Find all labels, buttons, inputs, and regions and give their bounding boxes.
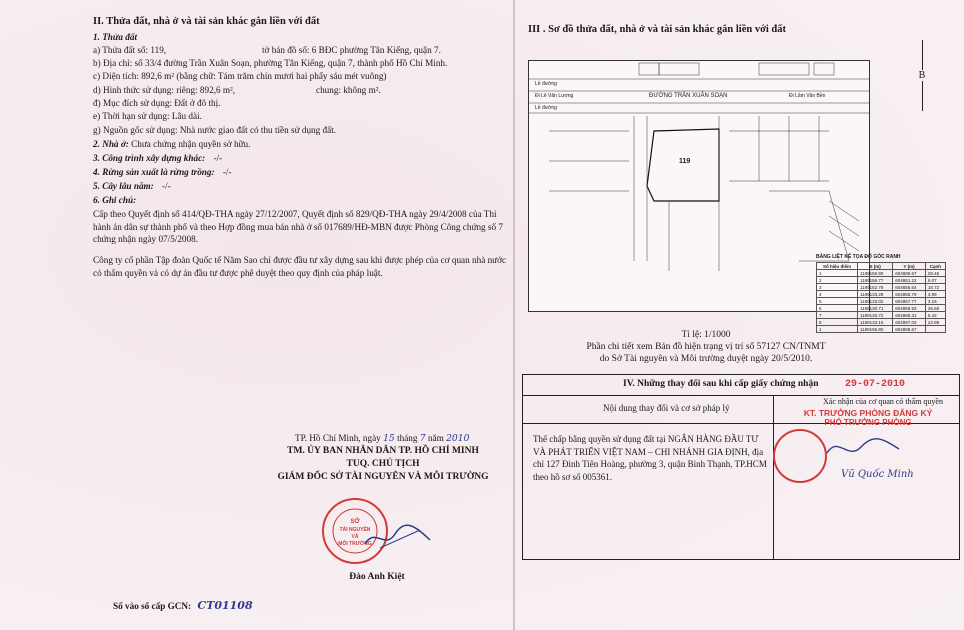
- date-day: 15: [383, 433, 395, 444]
- north-label: B: [918, 70, 926, 81]
- coord-table-cell: 604887.03: [893, 319, 926, 326]
- coord-table-cell: 1189133.15: [857, 319, 892, 326]
- coord-table-title: BẢNG LIỆT KÊ TỌA ĐỘ GÓC RANH: [816, 254, 901, 260]
- coord-table-cell: 3.99: [925, 291, 945, 298]
- line-a1: a) Thửa đất số: 119,: [93, 45, 167, 55]
- coord-table-cell: 1189133.02: [857, 298, 892, 305]
- north-arrow-icon: [922, 40, 923, 70]
- line-g: g) Nguồn gốc sử dụng: Nhà nước giao đất có thu tiền sử dụng đất.: [93, 125, 337, 135]
- coord-table-cell: 1189126.72: [857, 312, 892, 319]
- changes-col1-header: Nội dung thay đổi và cơ sở pháp lý: [603, 403, 730, 413]
- coord-table-cell: 604855.79: [893, 291, 926, 298]
- coord-table-cell: 604859.93: [893, 305, 926, 312]
- coord-col-point: Số hiệu điểm: [817, 263, 858, 270]
- svg-text:TÀI NGUYÊN: TÀI NGUYÊN: [339, 527, 371, 533]
- changes-box: [522, 374, 960, 560]
- coord-table-cell: 3.16: [925, 298, 945, 305]
- map-scale: Tỉ lệ: 1/1000: [681, 330, 731, 340]
- coord-table-cell: 1: [817, 270, 858, 277]
- change-seal-icon: [773, 429, 827, 483]
- note-paragraph-1: Cấp theo Quyết định số 414/QĐ-THA ngày 27/12/2007, Quyết định số 829/QĐ-THA ngày 29/4/2008 của Thi hành án dân sự thành phố và theo Hợp đồng mua bán nhà ở số 017689/HĐ-MBN được Phòng Công chứng số 7 chứng nhận ngày 07/5/2008.: [93, 209, 503, 244]
- coord-table-row: [817, 305, 946, 312]
- coord-table-cell: 604856.64: [893, 284, 926, 291]
- coord-table-row: [817, 319, 946, 326]
- coord-table-cell: 604861.22: [893, 277, 926, 284]
- cong-trinh-label: 3. Công trình xây dựng khác:: [93, 153, 206, 163]
- date-month-label: tháng: [397, 433, 418, 443]
- map-note-2: do Sở Tài nguyên và Môi trường duyệt ngày 20/5/2010.: [599, 354, 813, 364]
- coord-table-row: [817, 312, 946, 319]
- coord-table-body: [817, 270, 946, 333]
- line-b: b) Địa chỉ: số 33/4 đường Trần Xuân Soạn, phường Tân Kiểng, quận 7, thành phố Hồ Chí Minh.: [93, 58, 448, 68]
- svg-text:SỞ: SỞ: [350, 519, 360, 525]
- note-paragraph-2: Công ty cổ phần Tập đoàn Quốc tế Năm Sao chỉ được đầu tư xây dựng sau khi được phép của cơ quan nhà nước có thẩm quyền và có dự án đầu tư được phê duyệt theo quy định của pháp luật.: [93, 255, 507, 278]
- rung-value: -/-: [222, 167, 232, 177]
- line-a2: tờ bản đồ số: 6 BĐC phường Tân Kiểng, quận 7.: [262, 45, 441, 55]
- section-iii-title: III . Sơ đồ thửa đất, nhà ở và tài sản khác gắn liền với đất: [528, 24, 787, 35]
- date-month: 7: [419, 433, 426, 444]
- line-dd: đ) Mục đích sử dụng: Đất ở đô thị.: [93, 98, 221, 108]
- coord-table-header: [817, 263, 946, 270]
- coord-col-x: X (m): [857, 263, 892, 270]
- nha-o-value: Chưa chứng nhận quyền sở hữu.: [131, 139, 251, 149]
- coord-table-cell: 23.98: [925, 319, 945, 326]
- nha-o-label: 2. Nhà ở:: [93, 139, 129, 149]
- right-panel: [516, 0, 964, 630]
- coord-table-cell: 6.07: [925, 277, 945, 284]
- street-name: ĐƯỜNG TRẦN XUÂN SOẠN: [649, 93, 728, 99]
- coord-table-cell: 4: [817, 291, 858, 298]
- line-d2: chung: không m².: [316, 85, 381, 95]
- cay-value: -/-: [162, 181, 171, 191]
- change-stamp-date: 29-07-2010: [845, 379, 906, 390]
- coord-table-cell: 3: [817, 284, 858, 291]
- coord-table-cell: 28.45: [925, 270, 945, 277]
- nha-o-row: [93, 139, 250, 149]
- coord-table-row: [817, 277, 946, 284]
- map-note-1: Phần chi tiết xem Bản đồ hiện trạng vị trí số 57127 CN/TNMT: [586, 342, 826, 352]
- section-ii-title: II. Thửa đất, nhà ở và tài sản khác gắn liền với đất: [93, 16, 320, 27]
- cay-row: [93, 181, 171, 191]
- coord-col-y: Y (m): [893, 263, 926, 270]
- sig-line-2: TUQ. CHỦ TỊCH: [346, 459, 420, 469]
- street-right-direction: Đi Lâm Văn Bền: [789, 93, 826, 99]
- line-c: c) Diện tích: 892,6 m² (bằng chữ: Tám trăm chín mươi hai phẩy sáu mét vuông): [93, 71, 387, 81]
- parcel-number: 119: [679, 158, 691, 165]
- signer2-name: Vũ Quốc Minh: [841, 469, 914, 480]
- cay-label: 5. Cây lâu năm:: [93, 181, 154, 191]
- registry-value: CT01108: [197, 599, 253, 612]
- coord-table-cell: 1189130.71: [857, 305, 892, 312]
- changes-col2-header: Xác nhận của cơ quan có thẩm quyền: [823, 397, 943, 406]
- change-text: Thế chấp bằng quyền sử dụng đất tại NGÂN HÀNG ĐẦU TƯ VÀ PHÁT TRIỂN VIỆT NAM – CHI NHÁNH GIA ĐỊNH, địa chỉ 127 Đinh Tiên Hoàng, phường 3, quận Bình Thạnh, TP.HCM theo hồ sơ số 005361.: [533, 434, 767, 482]
- coord-table-row: [817, 298, 946, 305]
- page-fold-divider: [513, 0, 515, 630]
- coord-table-cell: 7: [817, 312, 858, 319]
- coord-table-cell: 6: [817, 305, 858, 312]
- coord-table-row: [817, 326, 946, 333]
- coord-table-row: [817, 291, 946, 298]
- coord-table-cell: 604857.77: [893, 298, 926, 305]
- date-year: 2010: [446, 433, 470, 444]
- coord-table-cell: 604889.67: [893, 326, 926, 333]
- coord-table-cell: 1189152.78: [857, 284, 892, 291]
- signature-scribble-icon: [360, 522, 440, 552]
- stamp2-title: KT. TRƯỞNG PHÒNG ĐĂNG KÝ: [803, 408, 933, 418]
- signing-date: [295, 433, 469, 444]
- coord-table-cell: 604889.67: [893, 270, 926, 277]
- sig-line-1: TM. ỦY BAN NHÂN DÂN TP. HỒ CHÍ MINH: [287, 446, 479, 456]
- registry-label: Số vào sổ cấp GCN:: [113, 601, 192, 611]
- street-left-direction: Đi Lê Văn Lương: [535, 93, 574, 99]
- signer-name: Đào Anh Kiệt: [349, 572, 405, 582]
- coord-table: [816, 262, 946, 333]
- cong-trinh-row: [93, 153, 222, 163]
- coord-table-cell: 26.68: [925, 305, 945, 312]
- date-prefix: TP. Hồ Chí Minh, ngày: [295, 433, 381, 443]
- svg-text:MÔI TRƯỜNG: MÔI TRƯỜNG: [338, 541, 372, 547]
- coord-table-cell: 1189133.28: [857, 291, 892, 298]
- coord-table-row: [817, 284, 946, 291]
- changes-title: IV. Những thay đổi sau khi cấp giấy chứng nhận: [623, 379, 819, 389]
- coord-table-cell: [925, 326, 945, 333]
- signature2-scribble-icon: [823, 433, 903, 463]
- coord-table-cell: 2: [817, 277, 858, 284]
- sidewalk-label-bottom: Lề đường: [535, 105, 557, 111]
- coord-table-cell: 1189156.90: [857, 270, 892, 277]
- thua-dat-heading: 1. Thửa đất: [93, 32, 138, 42]
- rung-label: 4. Rừng sản xuất là rừng trồng:: [93, 167, 215, 177]
- coord-table-cell: 1: [817, 326, 858, 333]
- stamp2-sub: PHÓ TRƯỞNG PHÒNG: [824, 418, 912, 427]
- registry-row: [113, 599, 253, 612]
- line-d1: d) Hình thức sử dụng: riêng: 892,6 m²,: [93, 85, 236, 95]
- coord-table-cell: 8: [817, 319, 858, 326]
- coord-table-cell: 5: [817, 298, 858, 305]
- sidewalk-label-top: Lề đường: [535, 81, 557, 87]
- coord-table-cell: 1189156.90: [857, 326, 892, 333]
- coord-table-cell: 18.72: [925, 284, 945, 291]
- coord-table-cell: 6.42: [925, 312, 945, 319]
- cong-trinh-value: -/-: [213, 153, 223, 163]
- svg-text:VÀ: VÀ: [351, 534, 359, 540]
- line-e: e) Thời hạn sử dụng: Lâu dài.: [93, 111, 202, 121]
- date-year-label: năm: [427, 433, 444, 443]
- coord-table-cell: 604886.31: [893, 312, 926, 319]
- rung-row: [93, 167, 232, 177]
- ghi-chu-label: 6. Ghi chú:: [93, 195, 137, 205]
- coord-table-row: [817, 270, 946, 277]
- north-indicator: [916, 40, 928, 111]
- coord-col-edge: Cạnh: [925, 263, 945, 270]
- coord-table-cell: 1189156.77: [857, 277, 892, 284]
- sig-line-3: GIÁM ĐỐC SỞ TÀI NGUYÊN VÀ MÔI TRƯỜNG: [277, 472, 489, 482]
